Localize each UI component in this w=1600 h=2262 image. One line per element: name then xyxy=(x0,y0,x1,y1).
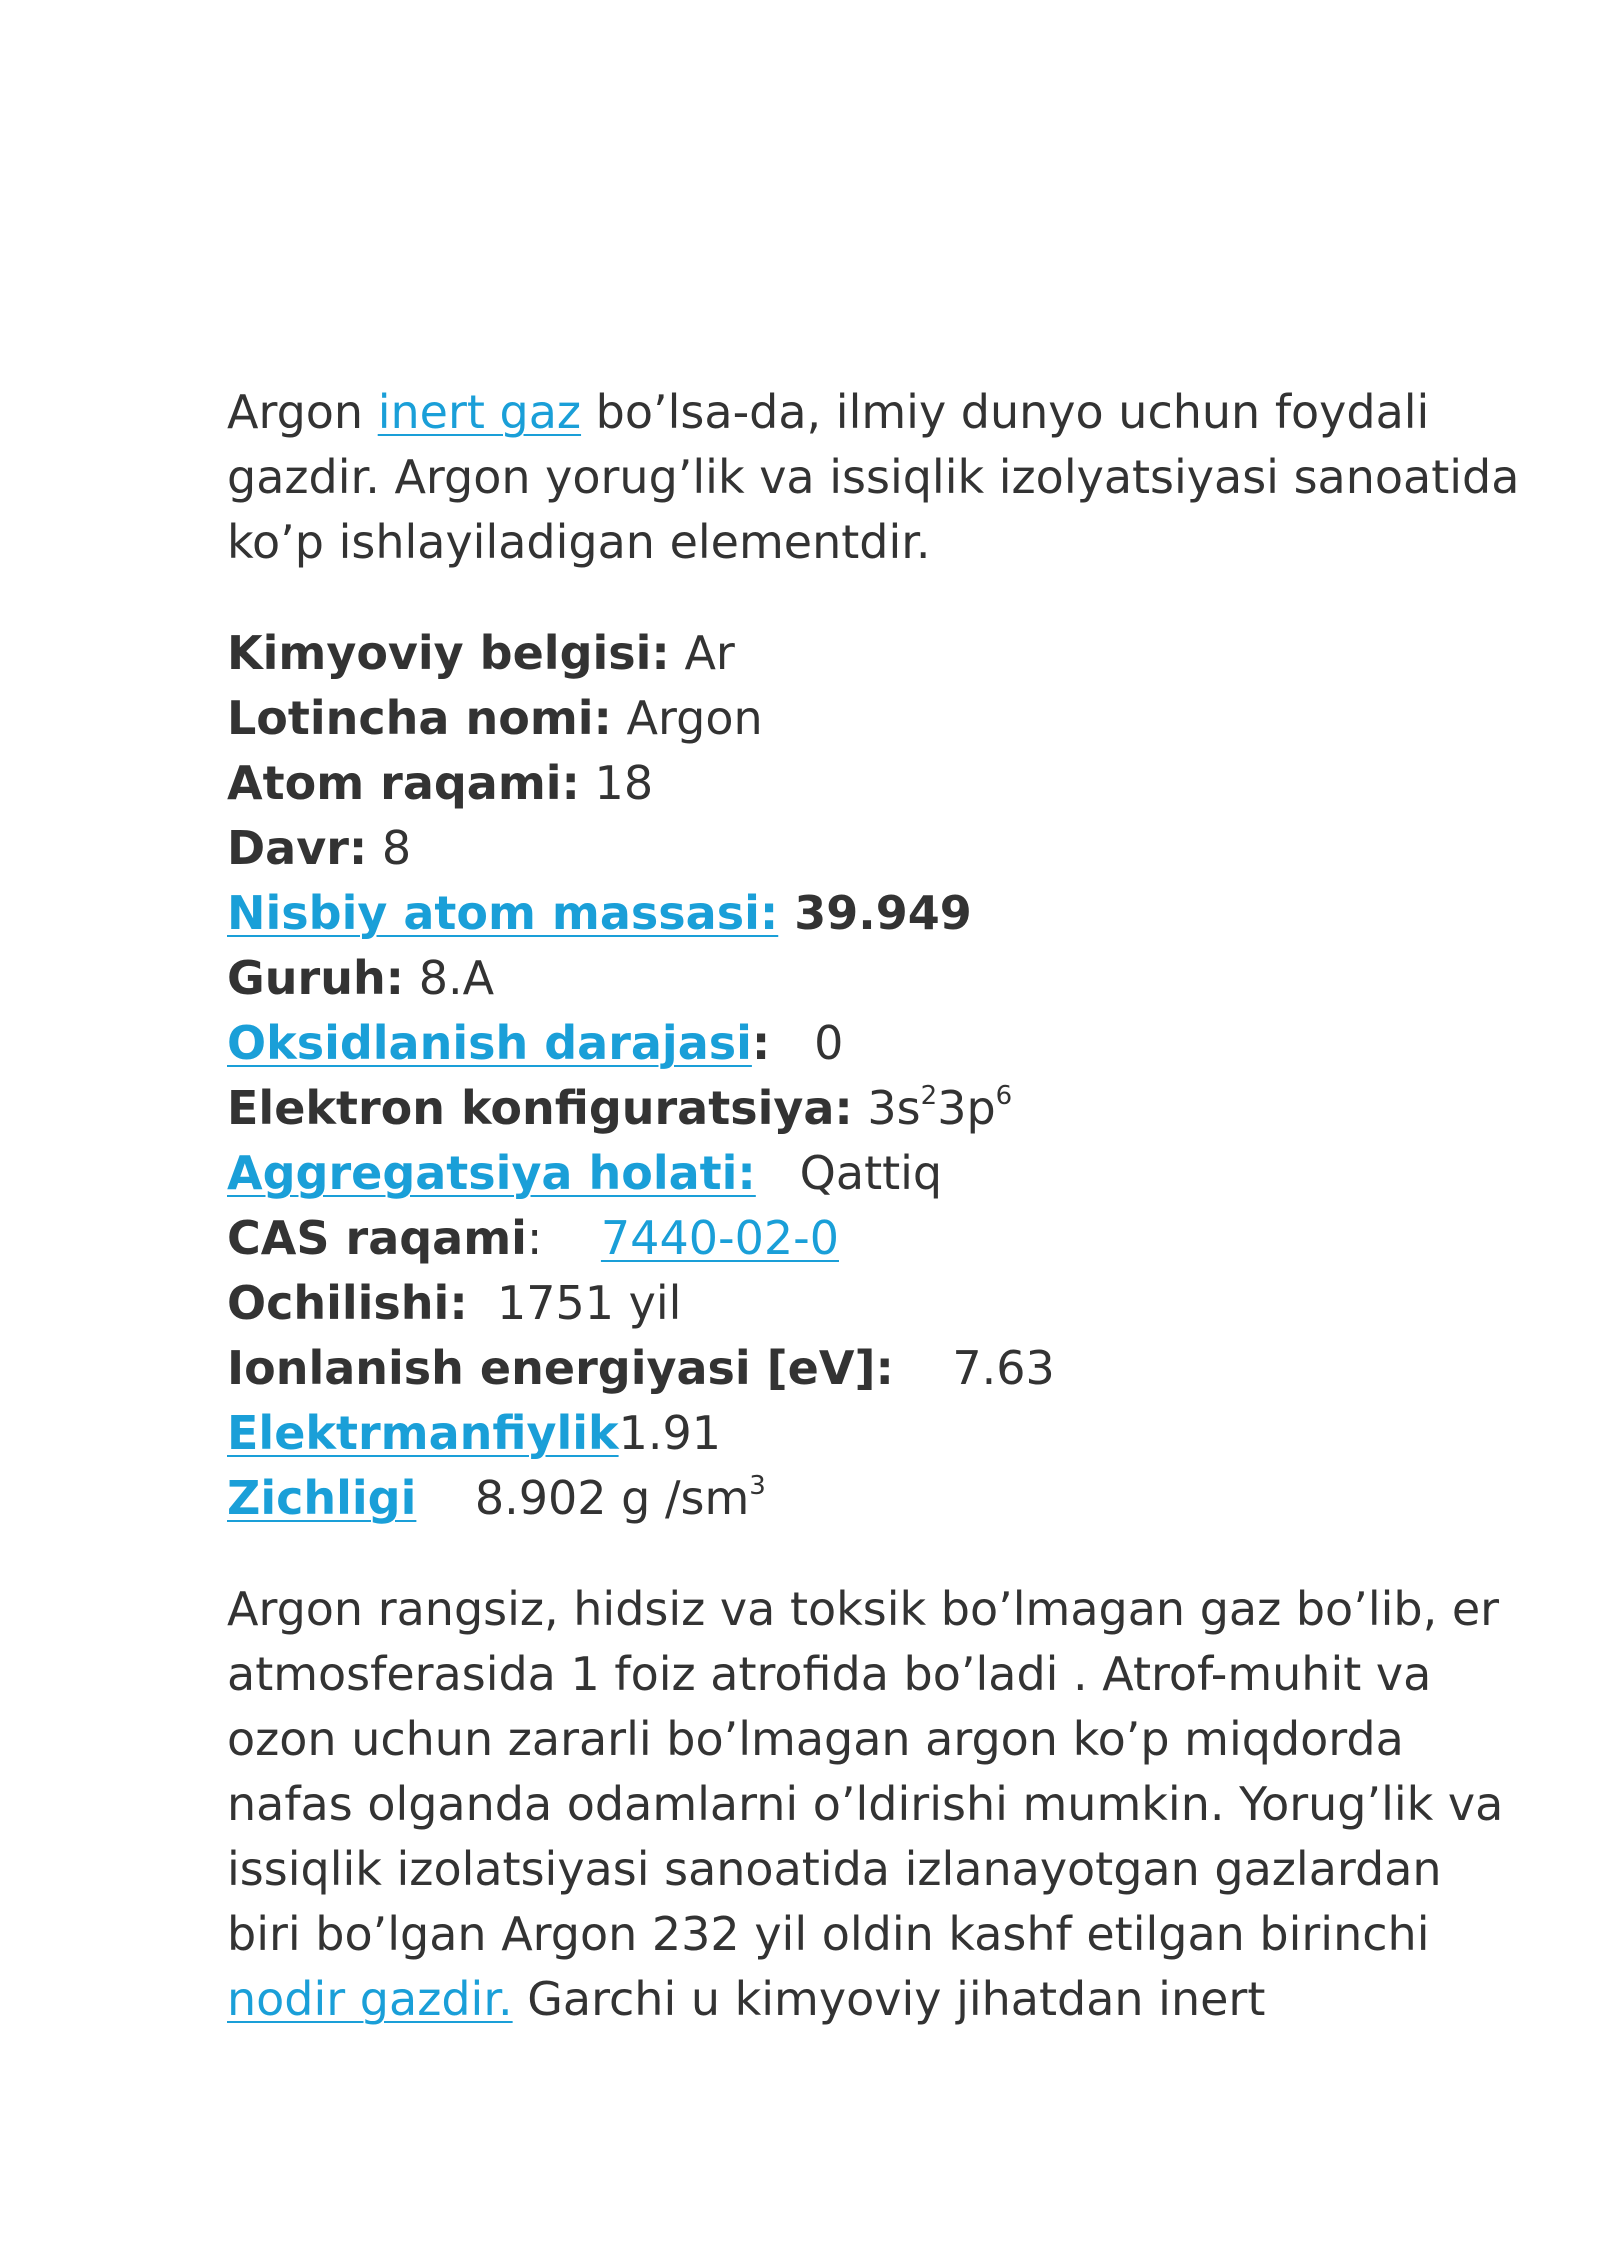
property-period xyxy=(227,816,1527,881)
property-value: 18 xyxy=(579,756,654,810)
property-value: 7.63 xyxy=(893,1341,1055,1395)
property-label: Davr: xyxy=(227,821,368,875)
property-electronegativity xyxy=(227,1401,1527,1466)
density-link[interactable]: Zichligi xyxy=(227,1471,417,1525)
property-atomic-mass xyxy=(227,881,1527,946)
property-label: Lotincha nomi: xyxy=(227,691,612,745)
atomic-mass-link[interactable]: Nisbiy atom massasi: xyxy=(227,886,779,940)
property-label: CAS raqami xyxy=(227,1211,527,1265)
noble-gas-link[interactable]: nodir gazdir. xyxy=(227,1972,513,2026)
property-atomic-number xyxy=(227,751,1527,816)
superscript: 3 xyxy=(749,1471,766,1501)
body-paragraph xyxy=(227,1577,1527,2032)
property-value: 8.A xyxy=(404,951,495,1005)
property-discovery xyxy=(227,1271,1527,1336)
properties-list xyxy=(227,621,1527,1531)
property-cas xyxy=(227,1206,1527,1271)
inert-gas-link[interactable]: inert gaz xyxy=(377,385,582,439)
superscript: 2 xyxy=(920,1081,938,1111)
intro-paragraph xyxy=(227,380,1527,575)
property-value: 39.949 xyxy=(778,886,972,940)
property-value-part: 3p xyxy=(937,1081,996,1135)
spacer xyxy=(542,1211,601,1265)
superscript: 6 xyxy=(995,1081,1013,1111)
intro-text-before: Argon xyxy=(227,385,378,439)
property-label: Guruh: xyxy=(227,951,405,1005)
property-value: Ar xyxy=(669,626,735,680)
property-value: 8.902 g /sm xyxy=(416,1471,750,1525)
body-text-after: Garchi u kimyoviy jihatdan inert xyxy=(512,1972,1266,2026)
property-state xyxy=(227,1141,1527,1206)
property-colon: : xyxy=(751,1016,771,1070)
electronegativity-link[interactable]: Elektrmanfiylik xyxy=(227,1406,619,1460)
property-latin-name xyxy=(227,686,1527,751)
property-symbol xyxy=(227,621,1527,686)
aggregation-state-link[interactable]: Aggregatsiya holati: xyxy=(227,1146,756,1200)
property-colon: : xyxy=(526,1211,543,1265)
property-label: Ionlanish energiyasi [eV]: xyxy=(227,1341,894,1395)
oxidation-state-link[interactable]: Oksidlanish darajasi xyxy=(227,1016,752,1070)
body-text: Argon rangsiz, hidsiz va toksik bo’lmagan gaz bo’lib, er atmosferasida 1 foiz atrofida bo’ladi . Atrof-muhit va ozon uchun zararli bo’lmagan argon ko’p miqdorda nafas olganda odamlarni o’ldirishi mumkin. Yorug’lik va issiqlik izolatsiyasi sanoatida izlanayotgan gazlardan biri bo’lgan Argon 232 yil oldin kashf etilgan birinchi xyxy=(227,1582,1504,1961)
article-content xyxy=(227,380,1527,2032)
property-label: Atom raqami: xyxy=(227,756,580,810)
property-value: 1751 yil xyxy=(467,1276,682,1330)
property-value-part: 3s xyxy=(852,1081,921,1135)
cas-number-link[interactable]: 7440-02-0 xyxy=(600,1211,839,1265)
property-ionization xyxy=(227,1336,1527,1401)
property-density xyxy=(227,1466,1527,1531)
property-electron-config xyxy=(227,1076,1527,1141)
property-value: 1.91 xyxy=(618,1406,722,1460)
property-label: Kimyoviy belgisi: xyxy=(227,626,670,680)
property-group xyxy=(227,946,1527,1011)
property-value: 0 xyxy=(770,1016,844,1070)
intro-text-after: bo’lsa-da, ilmiy dunyo uchun foydali gazdir. Argon yorug’lik va issiqlik izolyatsiyasi sanoatida ko’p ishlayiladigan elementdir. xyxy=(227,385,1520,569)
property-value: 8 xyxy=(367,821,412,875)
property-value: Argon xyxy=(611,691,763,745)
property-oxidation xyxy=(227,1011,1527,1076)
property-label: Elektron konfiguratsiya: xyxy=(227,1081,853,1135)
property-label: Ochilishi: xyxy=(227,1276,468,1330)
property-value: Qattiq xyxy=(755,1146,943,1200)
